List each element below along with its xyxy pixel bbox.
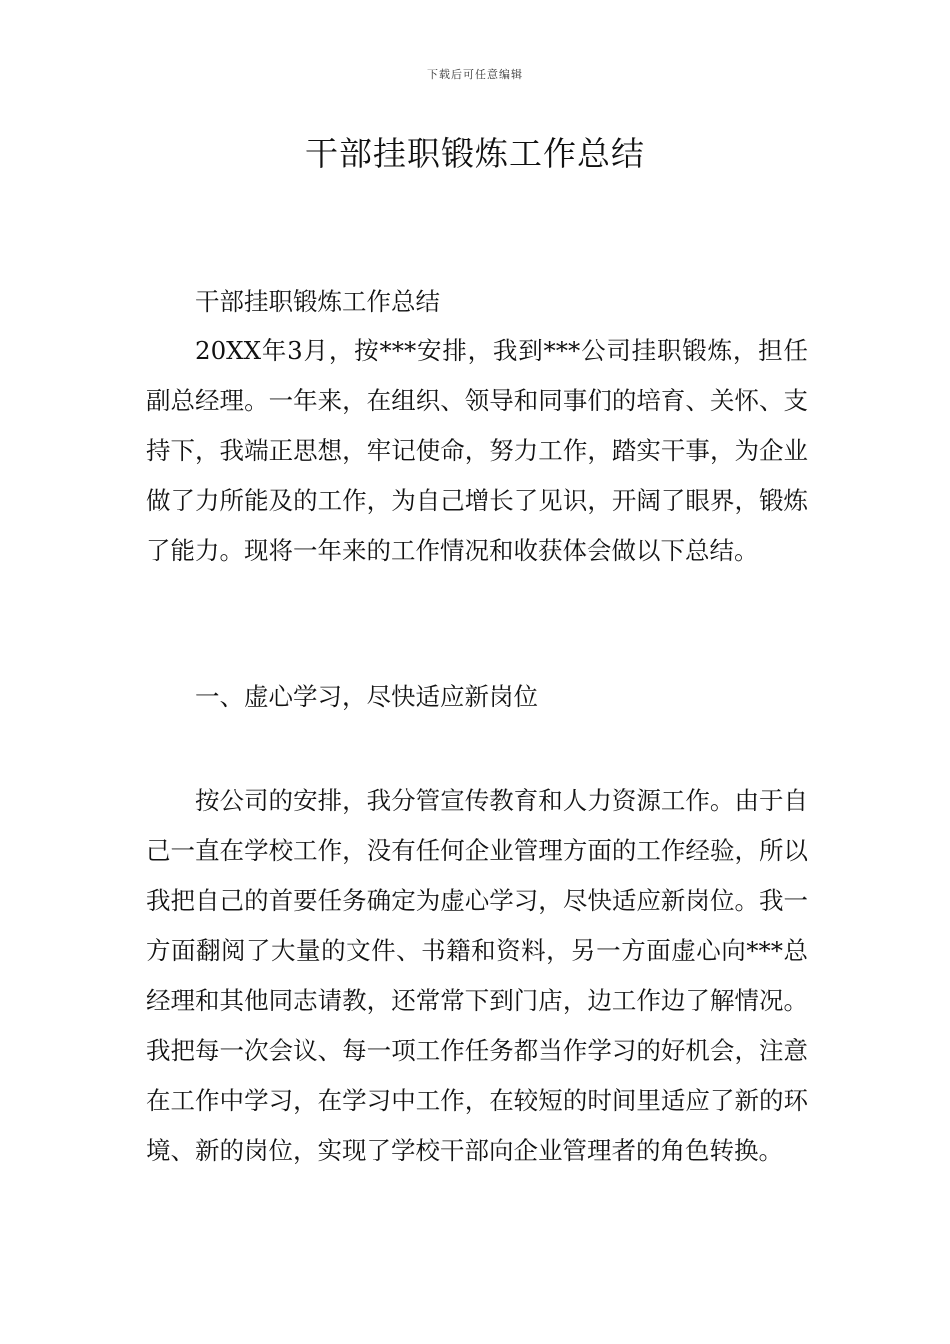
section-1-block [146, 776, 808, 1176]
section-1-heading: 一、虚心学习，尽快适应新岗位 [195, 682, 538, 711]
intro-paragraph: 20XX年3月，按***安排，我到***公司挂职锻炼，担任副总经理。一年来，在组织、领导和同事们的培育、关怀、支持下，我端正思想，牢记使命，努力工作，踏实干事，为企业做了力所能及的工作，为自己增长了见识，开阔了眼界，锻炼了能力。现将一年来的工作情况和收获体会做以下总结。 [146, 336, 808, 565]
intro-block [146, 326, 808, 576]
header-note: 下载后可任意编辑 [427, 68, 523, 81]
document-title: 干部挂职锻炼工作总结 [305, 134, 645, 173]
subtitle-block [146, 277, 808, 327]
section-heading-block [146, 672, 808, 722]
section-1-paragraph: 按公司的安排，我分管宣传教育和人力资源工作。由于自己一直在学校工作，没有任何企业管理方面的工作经验，所以我把自己的首要任务确定为虚心学习，尽快适应新岗位。我一方面翻阅了大量的文件、书籍和资料，另一方面虚心向***总经理和其他同志请教，还常常下到门店，边工作边了解情况。我把每一次会议、每一项工作任务都当作学习的好机会，注意在工作中学习，在学习中工作，在较短的时间里适应了新的环境、新的岗位，实现了学校干部向企业管理者的角色转换。 [146, 786, 808, 1165]
document-subtitle: 干部挂职锻炼工作总结 [195, 287, 440, 316]
